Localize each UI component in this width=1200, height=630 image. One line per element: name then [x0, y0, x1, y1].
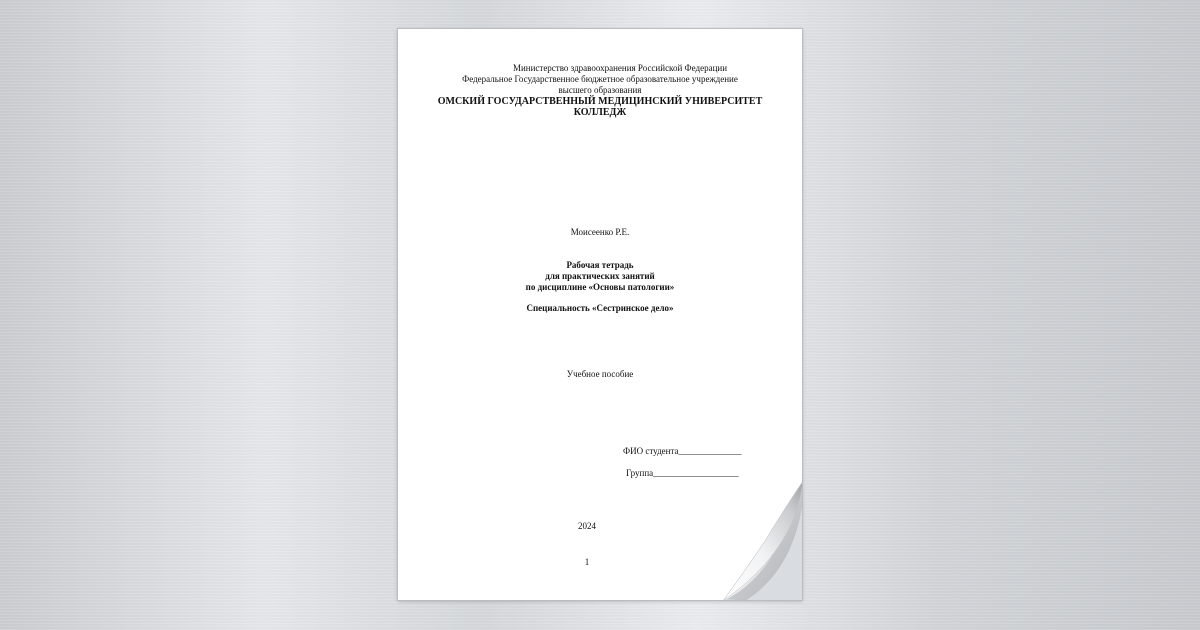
document-title-line2: для практических занятий	[545, 271, 655, 281]
document-page	[398, 29, 802, 600]
publication-type: Учебное пособие	[566, 369, 634, 379]
college-name: КОЛЛЕДЖ	[573, 107, 627, 118]
education-level-text: высшего образования	[558, 85, 642, 95]
specialty-text: Специальность «Сестринское дело»	[526, 303, 674, 313]
group-field: Группа___________________	[626, 468, 739, 478]
page-number: 1	[584, 557, 590, 567]
ministry-text: Министерство здравоохранения Российской Федерации	[512, 63, 728, 73]
document-title-line3: по дисциплине «Основы патологии»	[525, 282, 675, 292]
page-curl-decoration	[723, 481, 802, 600]
student-name-field: ФИО студента______________	[623, 446, 742, 456]
year-text: 2024	[578, 521, 596, 531]
document-title-line1: Рабочая тетрадь	[566, 260, 634, 270]
institution-type-text: Федеральное Государственное бюджетное образовательное учреждение	[462, 74, 738, 84]
author-name: Моисеенко Р.Е.	[570, 227, 630, 237]
university-name: ОМСКИЙ ГОСУДАРСТВЕННЫЙ МЕДИЦИНСКИЙ УНИВЕРСИТЕТ	[437, 96, 763, 107]
